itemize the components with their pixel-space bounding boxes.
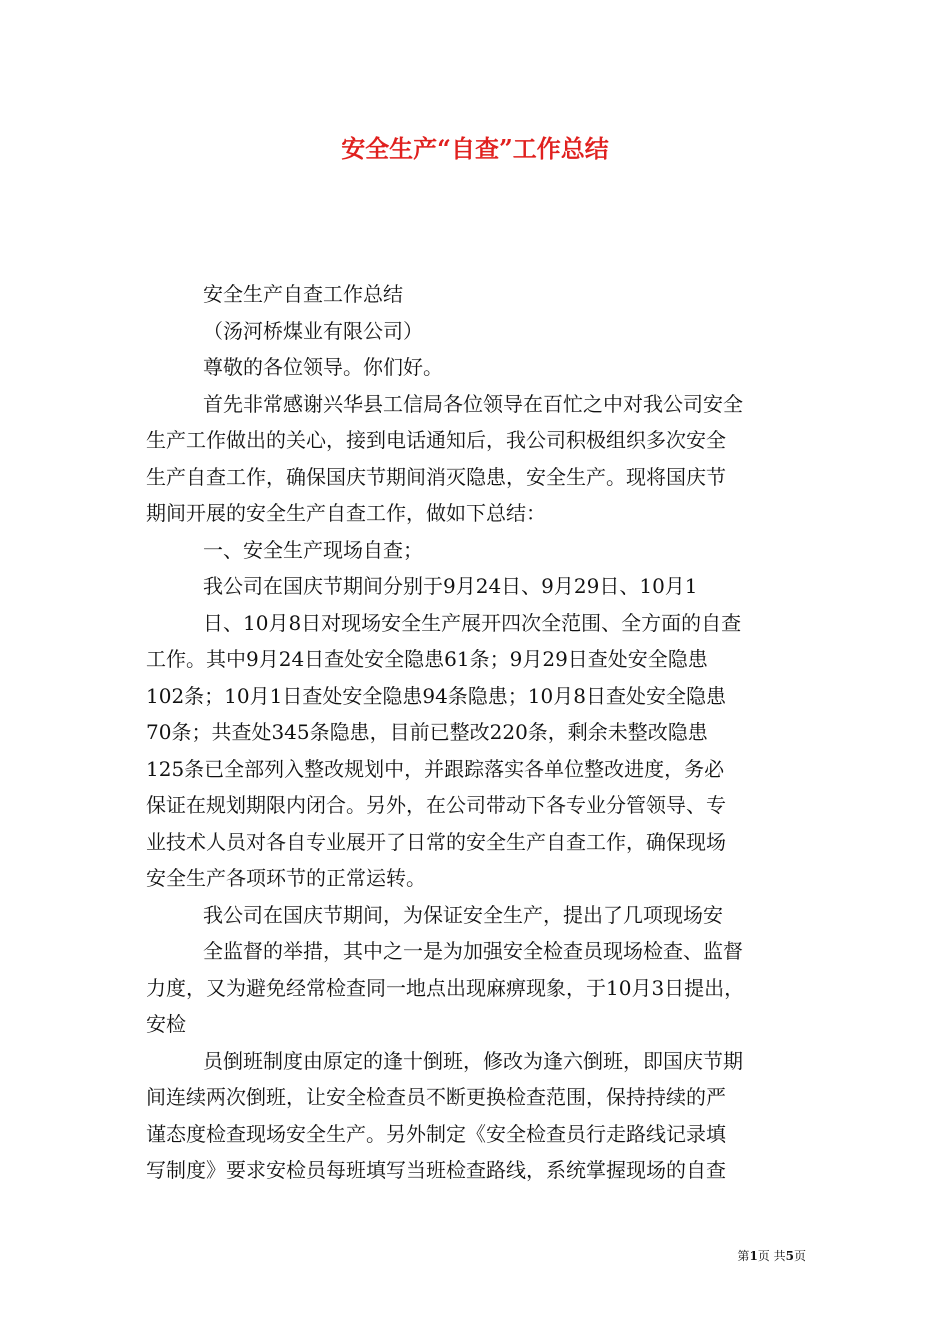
document-body: [146, 276, 811, 1189]
paragraph-line: 日、10月8日对现场安全生产展开四次全范围、全方面的自查: [203, 610, 742, 635]
page-footer: [700, 1248, 806, 1264]
paragraph-line: （汤河桥煤业有限公司）: [203, 318, 423, 343]
paragraph-line: 员倒班制度由原定的逢十倒班，修改为逢六倒班，即国庆节期: [203, 1048, 743, 1073]
footer-suffix: 页: [793, 1249, 806, 1263]
paragraph-line: 谨态度检查现场安全生产。另外制定《安全检查员行走路线记录填: [146, 1121, 726, 1146]
paragraph-line: 安全生产自查工作总结: [203, 282, 403, 306]
paragraph-line: 一、安全生产现场自查；: [203, 537, 423, 562]
current-page-number: 1: [749, 1249, 758, 1263]
paragraph-line: 业技术人员对各自专业展开了日常的安全生产自查工作，确保现场: [146, 829, 726, 854]
paragraph-line: 我公司在国庆节期间，为保证安全生产，提出了几项现场安: [203, 902, 723, 927]
paragraph-line: 我公司在国庆节期间分别于9月24日、9月29日、10月1: [203, 574, 698, 598]
paragraph-line: 保证在规划期限内闭合。另外，在公司带动下各专业分管领导、专: [146, 793, 726, 817]
paragraph-line: 首先非常感谢兴华县工信局各位领导在百忙之中对我公司安全: [203, 391, 743, 416]
paragraph-line: 生产工作做出的关心，接到电话通知后，我公司积极组织多次安全: [146, 428, 726, 452]
paragraph-line: 安全生产各项环节的正常运转。: [146, 866, 426, 890]
footer-prefix: 第: [737, 1249, 750, 1263]
paragraph-line: 安检: [146, 1012, 186, 1036]
footer-middle: 页 共: [757, 1249, 786, 1263]
paragraph-line: 全监督的举措，其中之一是为加强安全检查员现场检查、监督: [203, 939, 743, 963]
total-pages-number: 5: [785, 1249, 794, 1263]
paragraph-line: 期间开展的安全生产自查工作，做如下总结：: [146, 501, 546, 525]
paragraph-line: 102条；10月1日查处安全隐患94条隐患；10月8日查处安全隐患: [146, 683, 726, 708]
paragraph-line: 生产自查工作，确保国庆节期间消灭隐患，安全生产。现将国庆节: [146, 464, 726, 489]
paragraph-line: 尊敬的各位领导。你们好。: [203, 355, 443, 379]
paragraph-line: 间连续两次倒班，让安全检查员不断更换检查范围，保持持续的严: [146, 1085, 726, 1109]
paragraph-line: 写制度》要求安检员每班填写当班检查路线，系统掌握现场的自查: [146, 1158, 726, 1182]
paragraph-line: 70条；共查处345条隐患，目前已整改220条，剩余未整改隐患: [146, 720, 708, 744]
paragraph-line: 125条已全部列入整改规划中，并跟踪落实各单位整改进度，务必: [146, 756, 725, 781]
paragraph-line: 工作。其中9月24日查处安全隐患61条；9月29日查处安全隐患: [146, 647, 708, 671]
page-title: 安全生产“自查”工作总结: [341, 134, 609, 163]
paragraph-line: 力度，又为避免经常检查同一地点出现麻痹现象，于10月3日提出，: [146, 975, 745, 1000]
